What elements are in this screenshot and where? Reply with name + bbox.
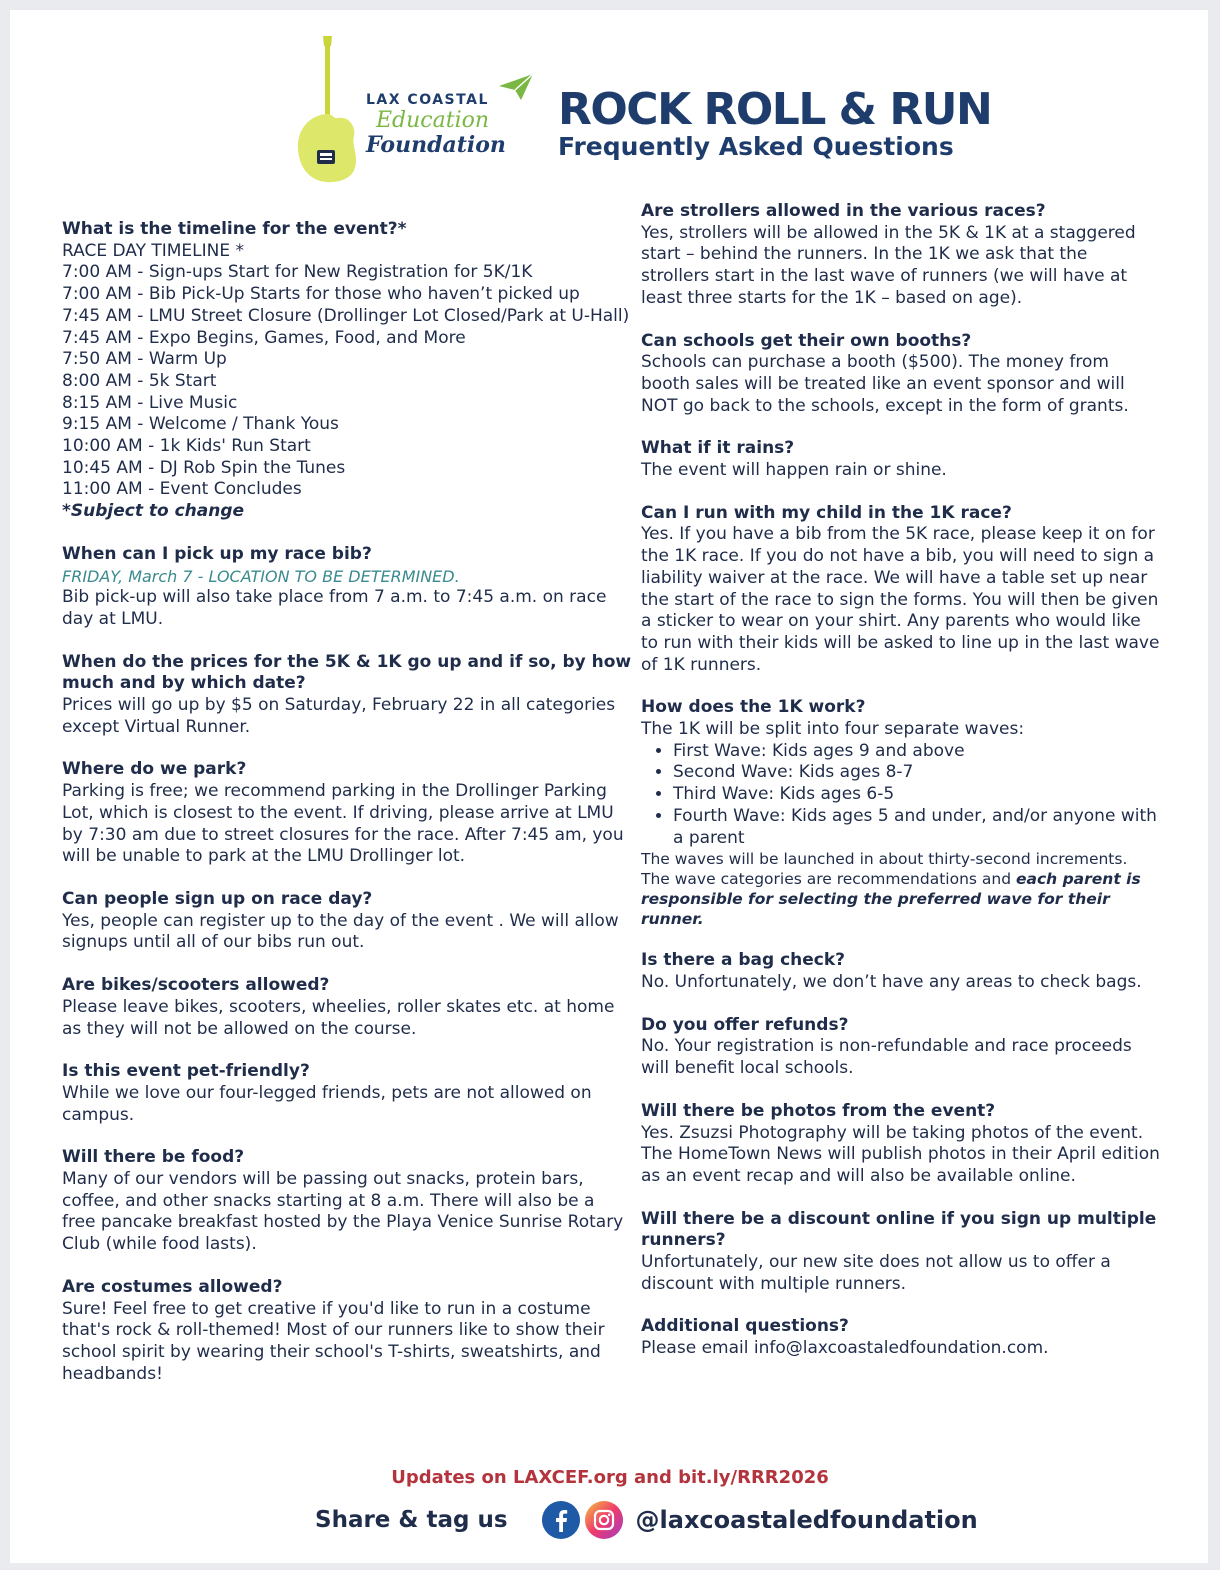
faq-question: Will there be photos from the event? — [641, 1100, 996, 1121]
instagram-icon[interactable] — [585, 1501, 623, 1539]
faq-question: When do the prices for the 5K & 1K go up and if so, by how much and by which date? — [62, 651, 632, 694]
faq-additional — [641, 1316, 1161, 1359]
faq-signup — [62, 889, 632, 954]
facebook-icon[interactable] — [542, 1501, 580, 1539]
timeline-line: 8:00 AM - 5k Start — [62, 370, 217, 391]
faq-1k — [641, 697, 1161, 929]
timeline-line: 7:45 AM - Expo Begins, Games, Food, and More — [62, 327, 466, 348]
faq-child — [641, 503, 1161, 677]
faq-answer: Yes. Zsuzsi Photography will be taking photos of the event. The HomeTown News will publish photos in their April edition as an event recap and will also be available online. — [641, 1122, 1160, 1186]
page-title: ROCK ROLL & RUN — [558, 84, 992, 135]
faq-pets — [62, 1061, 632, 1126]
faq-question: Can schools get their own booths? — [641, 330, 972, 351]
faq-costumes — [62, 1277, 632, 1386]
faq-answer: Schools can purchase a booth ($500). The money from booth sales will be treated like an event sponsor and will NOT go back to the schools, except in the form of grants. — [641, 352, 1129, 416]
faq-answer: Yes. If you have a bib from the 5K race, please keep it on for the 1K race. If you do not have a bib, you will need to sign a liability waiver at the race. We will have a table set up near the start of the race to sign the forms. You will then be given a sticker to wear on your shirt. Any parents who would like to run with their kids will be asked to line up in the last wave of 1K runners. — [641, 524, 1160, 675]
faq-answer: Sure! Feel free to get creative if you'd like to run in a costume that's rock & roll-themed! Most of our runners like to show their school spirit by wearing their school's T-shirts, sweatshirts, and headbands! — [62, 1298, 605, 1384]
faq-refunds — [641, 1015, 1161, 1080]
faq-answer: Please email info@laxcoastaledfoundation.com. — [641, 1338, 1049, 1359]
faq-answer: Prices will go up by $5 on Saturday, February 22 in all categories except Virtual Runner. — [62, 695, 616, 737]
waves-outro-text: The waves will be launched in about thirty-second increments. The wave categories are recommendations and — [641, 850, 1128, 889]
paper-airplane-icon — [497, 72, 537, 102]
faq-rain — [641, 438, 1161, 481]
faq-question: Is this event pet-friendly? — [62, 1061, 310, 1082]
timeline-line: 9:15 AM - Welcome / Thank Yous — [62, 414, 339, 435]
updates-line: Updates on LAXCEF.org and bit.ly/RRR2026 — [391, 1467, 829, 1488]
faq-question: Are strollers allowed in the various races? — [641, 201, 1046, 221]
faq-answer: Yes, strollers will be allowed in the 5K & 1K at a staggered start – behind the runners. In the 1K we ask that the strollers start in the last wave of runners (we will have at least three starts for the 1K – based on age). — [641, 222, 1136, 308]
faq-bikes — [62, 975, 632, 1040]
faq-question: How does the 1K work? — [641, 697, 866, 718]
wave-item: • Second Wave: Kids ages 8-7 — [673, 762, 1161, 784]
faq-booths — [641, 331, 1161, 418]
faq-question: When can I pick up my race bib? — [62, 543, 372, 564]
faq-answer: Parking is free; we recommend parking in the Drollinger Parking Lot, which is closest to the event. If driving, please arrive at LMU by 7:30 am due to street closures for the race. After 7:45 am, you will be unable to park at the LMU Drollinger lot. — [62, 781, 624, 867]
waves-outro-bold: each parent is responsible for selecting the preferred wave for their runner. — [641, 870, 1141, 929]
faq-question: Will there be a discount online if you sign up multiple runners? — [641, 1208, 1157, 1251]
faq-answer: Bib pick-up will also take place from 7 a.m. to 7:45 a.m. on race day at LMU. — [62, 587, 607, 629]
waves-intro: The 1K will be split into four separate waves: — [641, 719, 1025, 740]
share-label: Share & tag us — [315, 1507, 508, 1533]
timeline-line: 7:00 AM - Bib Pick-Up Starts for those who haven’t picked up — [62, 284, 580, 305]
faq-bag — [641, 950, 1161, 993]
timeline-note: *Subject to change — [62, 501, 245, 522]
timeline-line: 7:50 AM - Warm Up — [62, 349, 227, 370]
share-row — [315, 1500, 978, 1540]
faq-prices — [62, 652, 632, 739]
faq-question: Additional questions? — [641, 1316, 849, 1337]
waves-outro — [641, 849, 1161, 929]
faq-answer: Unfortunately, our new site does not allow us to offer a discount with multiple runners. — [641, 1252, 1111, 1294]
flyer-page — [10, 10, 1208, 1563]
faq-question: Is there a bag check? — [641, 950, 846, 971]
faq-answer: No. Unfortunately, we don’t have any areas to check bags. — [641, 971, 1142, 992]
faq-park — [62, 759, 632, 868]
timeline-line: 10:45 AM - DJ Rob Spin the Tunes — [62, 457, 346, 478]
faq-question: Where do we park? — [62, 759, 247, 780]
timeline-line: RACE DAY TIMELINE * — [62, 240, 245, 261]
social-handle[interactable]: @laxcoastaledfoundation — [635, 1506, 978, 1534]
left-column — [62, 219, 632, 1406]
faq-bib — [62, 544, 632, 631]
timeline-line: 10:00 AM - 1k Kids' Run Start — [62, 436, 311, 457]
lax-coastal-logo — [292, 32, 532, 192]
faq-question: Are costumes allowed? — [62, 1276, 283, 1297]
faq-question: Are bikes/scooters allowed? — [62, 975, 330, 996]
timeline-line: 7:45 AM - LMU Street Closure (Drollinger Lot Closed/Park at U-Hall) — [62, 305, 630, 326]
faq-question: Will there be food? — [62, 1147, 245, 1168]
timeline-line: 8:15 AM - Live Music — [62, 392, 238, 413]
faq-question: Can I run with my child in the 1K race? — [641, 502, 1012, 523]
faq-photos — [641, 1101, 1161, 1188]
bib-date-highlight: FRIDAY, March 7 - LOCATION TO BE DETERMINED. — [62, 566, 460, 586]
title-block — [558, 84, 991, 161]
timeline-line: 7:00 AM - Sign-ups Start for New Registration for 5K/1K — [62, 262, 533, 283]
waves-list — [641, 741, 1161, 850]
faq-question: Do you offer refunds? — [641, 1014, 849, 1035]
right-column — [641, 201, 1161, 1381]
timeline-line: 11:00 AM - Event Concludes — [62, 479, 302, 500]
faq-food — [62, 1147, 632, 1256]
logo-line-1: LAX COASTAL — [366, 92, 489, 108]
faq-answer: Many of our vendors will be passing out snacks, protein bars, coffee, and other snacks starting at 8 a.m. There will also be a free pancake breakfast hosted by the Playa Venice Sunrise Rotary Club (while food lasts). — [62, 1169, 624, 1255]
faq-question: What if it rains? — [641, 438, 795, 459]
logo-line-3: Foundation — [366, 132, 506, 158]
faq-strollers — [641, 201, 1161, 310]
wave-item: • First Wave: Kids ages 9 and above — [673, 741, 1161, 763]
faq-answer: No. Your registration is non-refundable and race proceeds will benefit local schools. — [641, 1036, 1132, 1079]
wave-item: • Fourth Wave: Kids ages 5 and under, and/or anyone with a parent — [673, 806, 1161, 849]
logo-line-2: Education — [376, 108, 490, 133]
page-subtitle: Frequently Asked Questions — [558, 132, 954, 161]
faq-answer: Yes, people can register up to the day of the event . We will allow signups until all of our bibs run out. — [62, 910, 619, 953]
faq-answer: Please leave bikes, scooters, wheelies, roller skates etc. at home as they will not be allowed on the course. — [62, 996, 615, 1039]
faq-answer: The event will happen rain or shine. — [641, 460, 947, 481]
faq-question: What is the timeline for the event?* — [62, 219, 407, 239]
faq-discount — [641, 1209, 1161, 1296]
wave-item: • Third Wave: Kids ages 6-5 — [673, 784, 1161, 806]
faq-question: Can people sign up on race day? — [62, 888, 373, 909]
faq-timeline — [62, 219, 632, 523]
faq-answer: While we love our four-legged friends, pets are not allowed on campus. — [62, 1082, 592, 1125]
